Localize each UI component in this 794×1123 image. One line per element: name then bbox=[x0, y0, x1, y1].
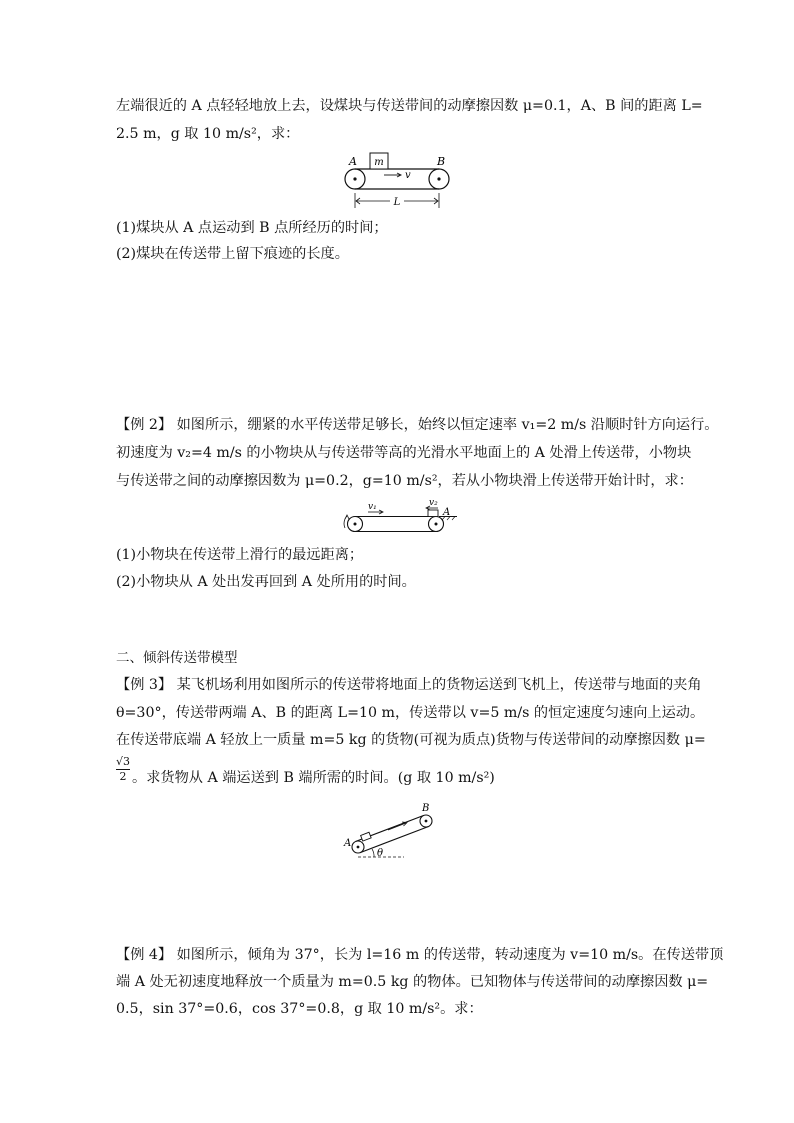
ex3-text-line: 在传送带底端 A 轻放上一质量 m=5 kg 的货物(可视为质点)货物与传送带间的动摩擦因数 μ= bbox=[116, 732, 706, 748]
ex2-text-line: 与传送带之间的动摩擦因数为 μ=0.2，g=10 m/s²，若从小物块滑上传送带开始计时，求： bbox=[116, 473, 693, 489]
ex1-question-1: (1)煤块从 A 点运动到 B 点所经历的时间； bbox=[116, 220, 388, 236]
section-heading: 二、倾斜传送带模型 bbox=[116, 650, 238, 666]
ex4-text-line: 0.5，sin 37°=0.6，cos 37°=0.8，g 取 10 m/s²。求： bbox=[116, 1001, 483, 1017]
ex1-text-line: 左端很近的 A 点轻轻地放上去，设煤块与传送带间的动摩擦因数 μ=0.1，A、B 间的距离 L= bbox=[116, 98, 703, 114]
fraction-sqrt3-over-2 bbox=[116, 756, 130, 783]
ex3-text-line: 【例 3】 某飞机场利用如图所示的传送带将地面上的货物运送到飞机上，传送带与地面的夹角 bbox=[116, 677, 702, 693]
point-label-a: A bbox=[349, 155, 357, 168]
fraction-denominator: 2 bbox=[119, 770, 127, 783]
length-label-l: L bbox=[393, 197, 401, 208]
ex2-question-1: (1)小物块在传送带上滑行的最远距离； bbox=[116, 547, 364, 563]
velocity-label-v: v bbox=[405, 170, 411, 181]
ex2-text-line: 【例 2】 如图所示，绷紧的水平传送带足够长，始终以恒定速率 v₁=2 m/s 沿顺时针方向运行。 bbox=[116, 417, 719, 433]
point-label-b: B bbox=[437, 155, 446, 168]
point-label-a: A bbox=[344, 838, 352, 849]
ex3-text-line: 。求货物从 A 端运送到 B 端所需的时间。(g 取 10 m/s²) bbox=[132, 770, 495, 786]
ex3-text-line: θ=30°，传送带两端 A、B 的距离 L=10 m，传送带以 v=5 m/s 的恒定速度匀速向上运动。 bbox=[116, 705, 705, 721]
fraction-numerator: √3 bbox=[116, 755, 131, 768]
block-label-m: m bbox=[374, 157, 384, 168]
ex2-text-line: 初速度为 v₂=4 m/s 的小物块从与传送带等高的光滑水平地面上的 A 处滑上传送带，小物块 bbox=[116, 445, 692, 461]
angle-label-theta: θ bbox=[377, 848, 384, 859]
ex2-question-2: (2)小物块从 A 处出发再回到 A 处所用的时间。 bbox=[116, 574, 416, 590]
velocity-label-v2: v₂ bbox=[429, 498, 438, 508]
ex4-text-line: 【例 4】 如图所示，倾角为 37°，长为 l=16 m 的传送带，转动速度为 v=10 m/s。在传送带顶 bbox=[116, 947, 724, 963]
point-label-a: A bbox=[443, 507, 451, 518]
ex1-question-2: (2)煤块在传送带上留下痕迹的长度。 bbox=[116, 246, 349, 262]
ex1-text-line: 2.5 m，g 取 10 m/s²，求： bbox=[116, 126, 300, 142]
velocity-label-v1: v₁ bbox=[368, 502, 377, 512]
ex4-text-line: 端 A 处无初速度地释放一个质量为 m=0.5 kg 的物体。已知物体与传送带间的动摩擦因数 μ= bbox=[116, 974, 709, 990]
figure-horizontal-conveyor bbox=[338, 146, 460, 212]
figure-inclined-conveyor bbox=[342, 800, 452, 864]
figure-horizontal-conveyor-2 bbox=[338, 495, 458, 537]
point-label-b: B bbox=[422, 803, 430, 814]
